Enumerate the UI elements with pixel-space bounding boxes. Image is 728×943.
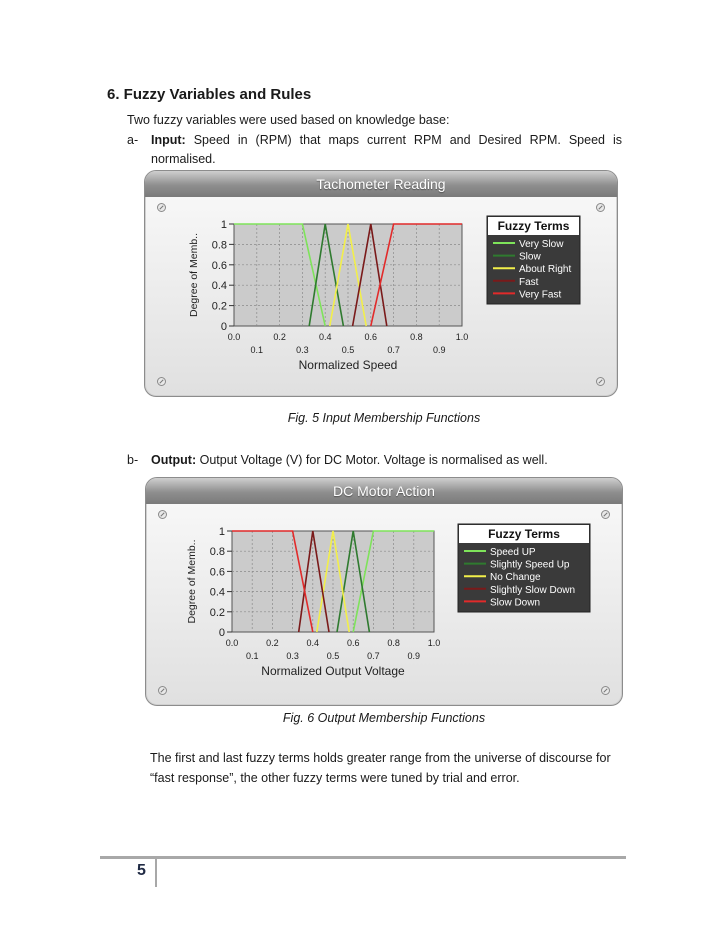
footer-divider: [100, 856, 626, 859]
y-tick-label: 0.4: [211, 280, 227, 293]
legend-entry: About Right: [519, 264, 572, 276]
x-tick-label: 0.7: [367, 651, 380, 661]
x-tick-label: 0.1: [245, 651, 259, 661]
x-tick-label: 0.2: [273, 332, 286, 342]
legend-entry: Slow Down: [490, 597, 541, 609]
legend-title: Fuzzy Terms: [488, 527, 560, 541]
panel-title: DC Motor Action: [146, 478, 622, 504]
legend-entry: Very Fast: [519, 289, 562, 301]
y-tick-label: 0.2: [209, 606, 225, 619]
x-tick-label: 0.9: [407, 651, 421, 661]
y-tick-label: 0.6: [209, 566, 225, 579]
figure-caption: Fig. 5 Input Membership Functions: [287, 411, 481, 425]
x-tick-label: 1.0: [427, 638, 441, 648]
x-axis-title: Normalized Speed: [298, 358, 398, 372]
x-tick-label: 0.7: [387, 345, 400, 355]
y-tick-label: 0: [218, 627, 225, 639]
figure-panel-tachometer: [144, 170, 618, 397]
x-tick-label: 0.8: [387, 638, 400, 648]
x-tick-label: 0.0: [227, 332, 241, 342]
x-axis-title: Normalized Output Voltage: [261, 664, 405, 678]
list-item-input: [127, 131, 622, 169]
legend: [487, 216, 580, 304]
list-item-content: [151, 451, 622, 470]
x-tick-label: 0.5: [326, 651, 340, 661]
y-tick-label: 0: [220, 321, 227, 333]
x-tick-label: 0.6: [364, 332, 378, 342]
x-tick-label: 0.8: [410, 332, 423, 342]
membership-chart-output: [146, 478, 622, 705]
plot-area: [234, 224, 462, 326]
y-tick-label: 1: [218, 526, 225, 538]
figure-panel-motor: [145, 477, 623, 706]
x-tick-label: 0.2: [266, 638, 279, 648]
list-item-output: [127, 451, 622, 470]
item-text: Speed in (RPM) that maps current RPM and Desired RPM. Speed is normalised.: [151, 133, 622, 166]
section-heading: 6. Fuzzy Variables and Rules: [107, 86, 312, 103]
item-label: Output:: [151, 453, 197, 467]
y-tick-label: 0.6: [211, 259, 227, 272]
y-axis-title: Degree of Memb..: [186, 539, 198, 624]
x-tick-label: 0.5: [341, 345, 355, 355]
y-tick-label: 0.4: [209, 586, 225, 599]
x-tick-label: 0.1: [250, 345, 264, 355]
x-tick-label: 0.4: [318, 332, 332, 342]
legend-entry: Very Slow: [519, 239, 564, 250]
closing-paragraph: The first and last fuzzy terms holds greater range from the universe of discourse for “fast response”, the other fuzzy terms were tuned by trial and error.: [150, 751, 611, 785]
legend-title: Fuzzy Terms: [497, 219, 570, 233]
legend-entry: Slow: [519, 251, 541, 263]
x-tick-label: 0.3: [296, 345, 309, 355]
y-tick-label: 0.8: [209, 546, 225, 559]
legend-entry: Fast: [519, 276, 539, 288]
figure-caption: Fig. 6 Output Membership Functions: [282, 711, 486, 725]
x-tick-label: 0.3: [286, 651, 299, 661]
x-tick-label: 0.4: [306, 638, 320, 648]
item-text: Output Voltage (V) for DC Motor. Voltage is normalised as well.: [196, 453, 548, 467]
legend-entry: Speed UP: [490, 547, 536, 558]
legend-entry: No Change: [490, 572, 541, 584]
y-axis-title: Degree of Memb..: [188, 232, 200, 318]
y-tick-label: 0.2: [211, 300, 227, 313]
membership-chart-input: [145, 171, 617, 396]
footer-divider-vertical: [155, 857, 157, 887]
x-tick-label: 1.0: [455, 332, 469, 342]
legend-entry: Slightly Speed Up: [490, 559, 570, 571]
y-tick-label: 0.8: [211, 239, 227, 252]
list-item-content: [151, 131, 622, 169]
list-marker: a-: [127, 133, 139, 147]
x-tick-label: 0.0: [225, 638, 239, 648]
x-tick-label: 0.9: [432, 345, 446, 355]
item-label: Input:: [151, 133, 186, 147]
legend-entry: Slightly Slow Down: [490, 584, 576, 596]
panel-title: Tachometer Reading: [145, 171, 617, 197]
list-marker: b-: [127, 453, 139, 467]
page-number: 5: [137, 862, 146, 879]
legend: [458, 524, 590, 612]
section-intro: Two fuzzy variables were used based on knowledge base:: [127, 113, 450, 127]
y-tick-label: 1: [220, 219, 227, 231]
x-tick-label: 0.6: [346, 638, 360, 648]
